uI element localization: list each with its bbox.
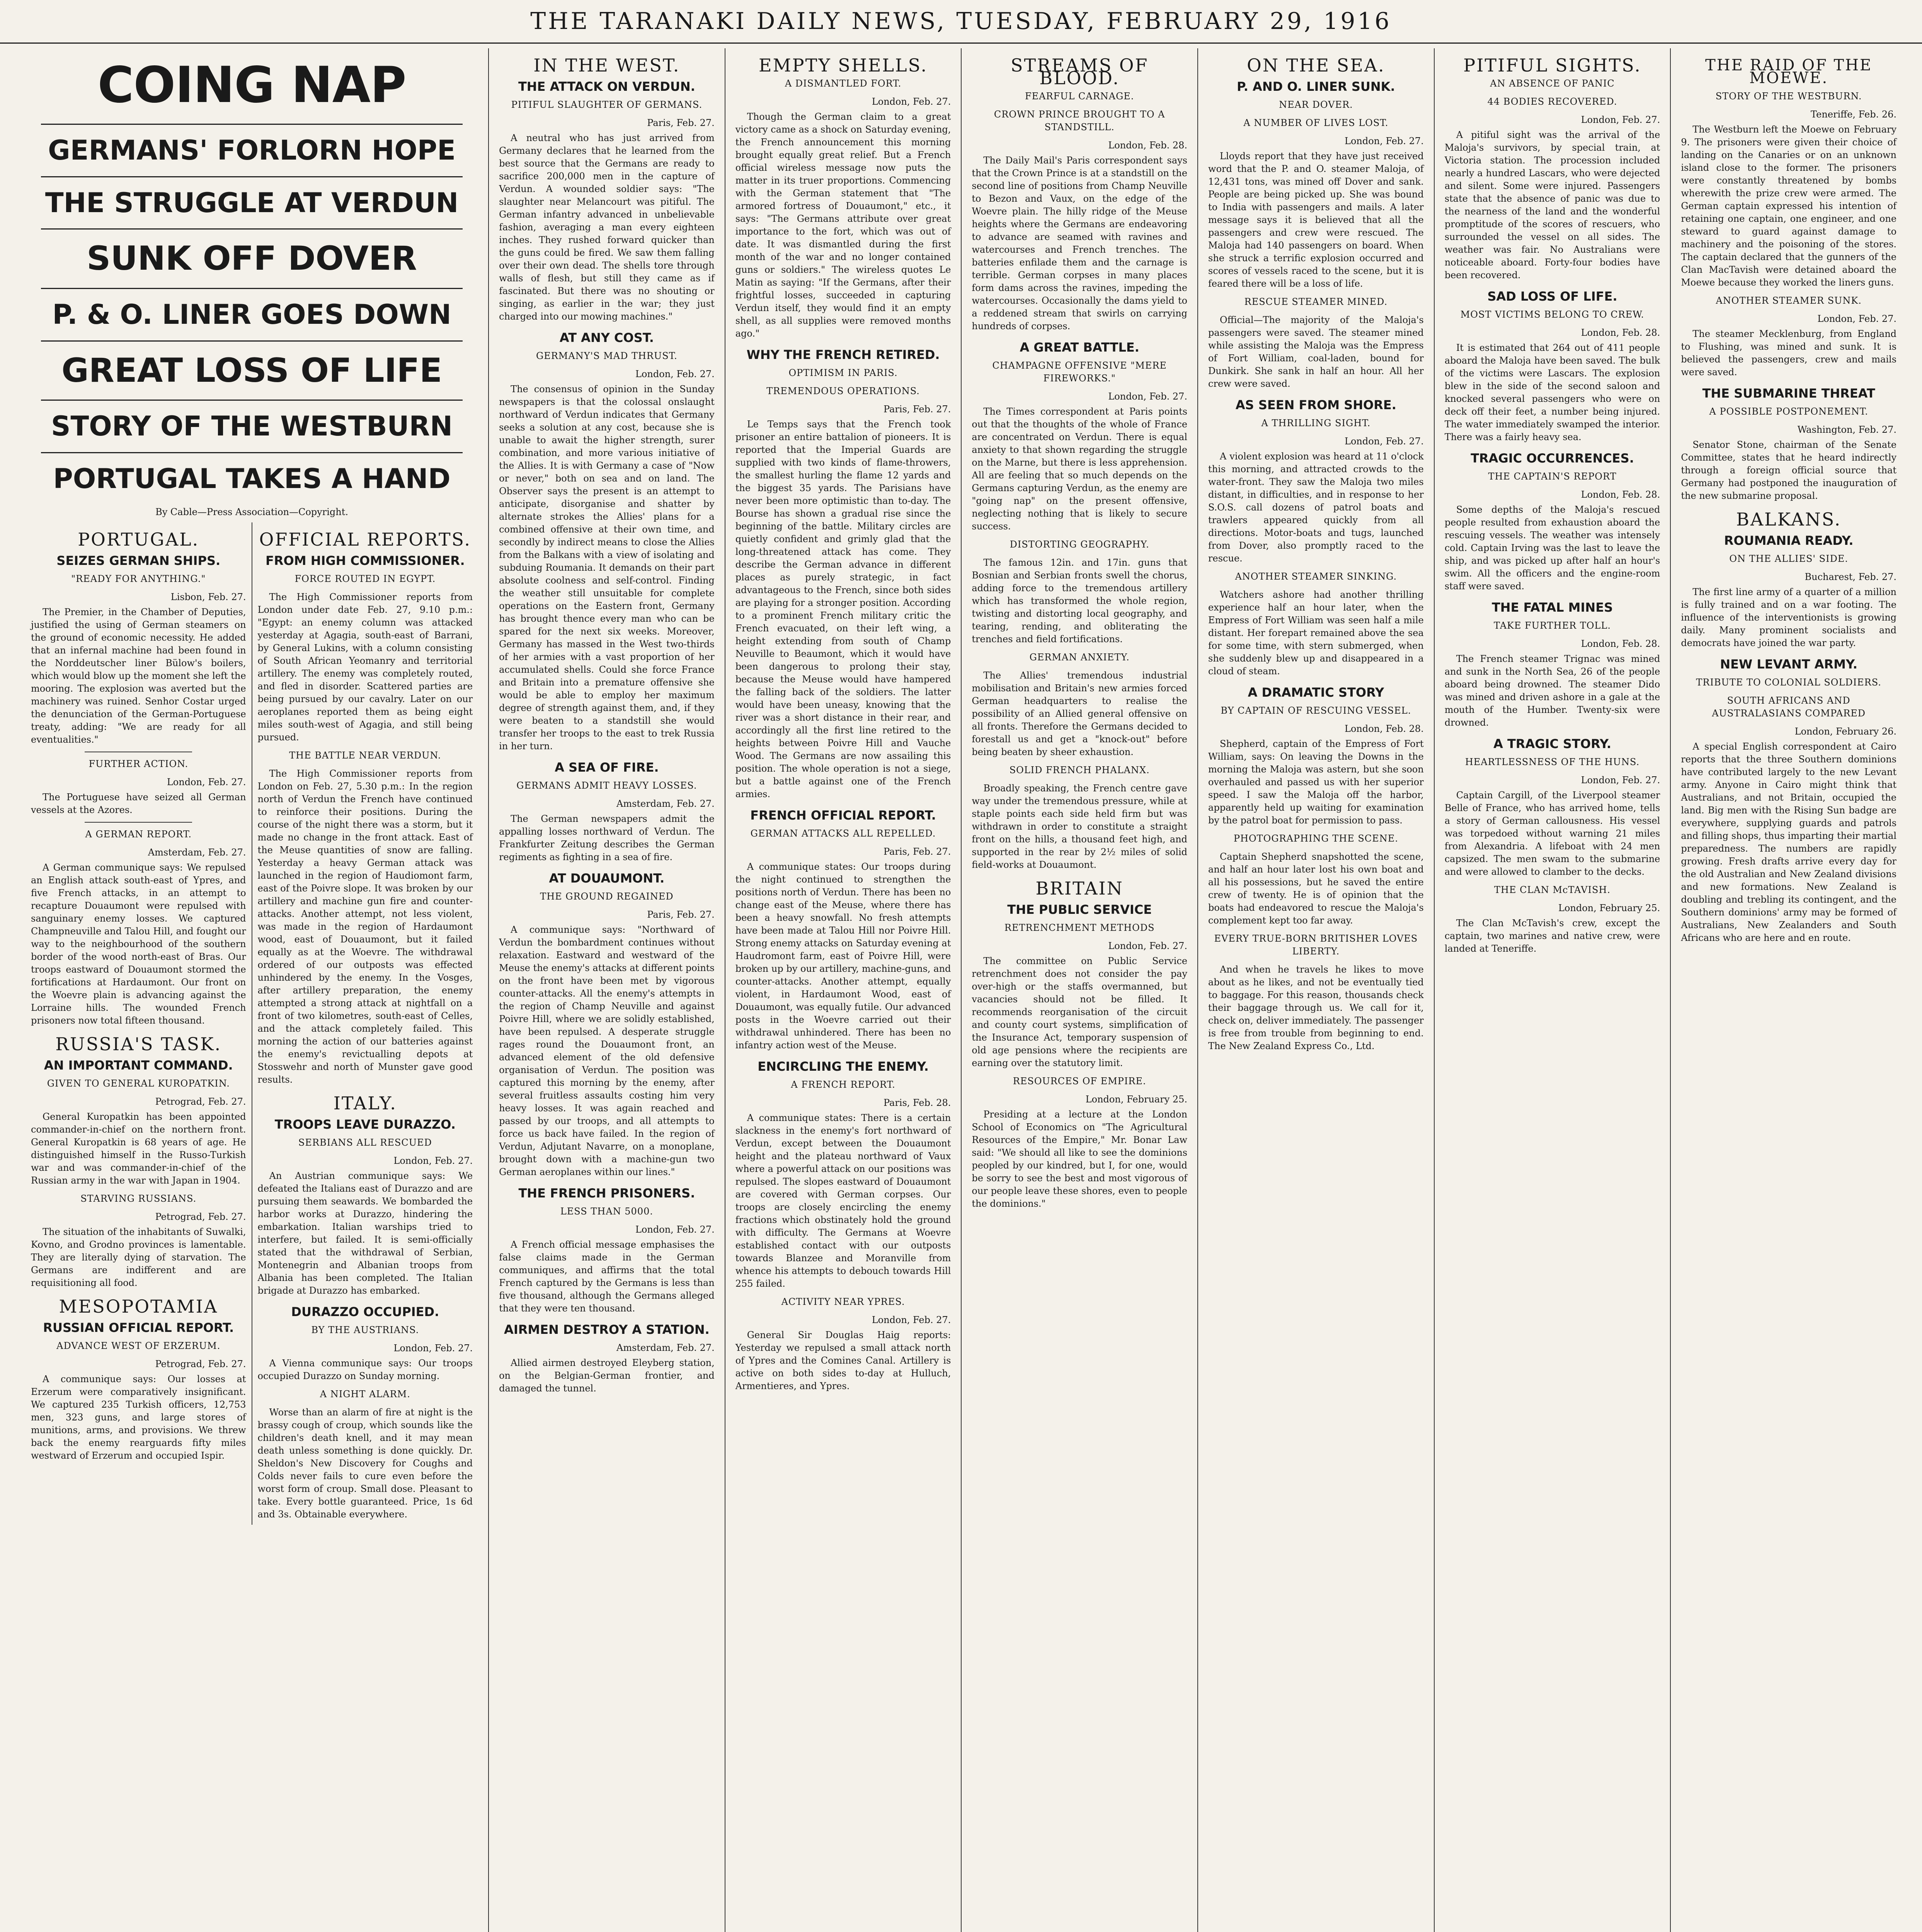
portugal-subhead: SEIZES GERMAN SHIPS. bbox=[56, 553, 221, 568]
rescue-text: Official—The majority of the Maloja's passengers were saved. The steamer mined while assisting the Maloja was the Empress of Fort William, coal-laden, bound for Dunkirk. She sank in half an hour. All her crew were saved. bbox=[1208, 315, 1424, 389]
official-deck: FORCE ROUTED IN EGYPT. bbox=[295, 573, 436, 585]
retired-text: Le Temps says that the French took prisoner an entire battalion of pioneers. It is reported that the Imperial Guards are supplied with two kinds of flame-throwers, the smallest hurling the flame 12 yards and the biggest 35 yards. The Parisians have never been more optimistic than to-day. The Bourse has shown a gradual rise since the beginning of the battle. Military circles are quietly confident and grimly glad that the long-threatened attack has come. They describe the German advance in different places as purely strategic, in fact advantageous to the French, since both sides are playing for a stronger position. According to a prominent French military critic the French evacuated, on their left wing, a height extending from south of Champ Neuville to Beaumont, which it would have been dangerous to prolong their stay, because the Meuse would have hampered the falling back of the soldiers. The latter would have been uneasy, knowing that the river was a short distance in their rear, and accordingly all the first line retired to the heights between Poivre Hill and Vauche Wood. The Germans are now assailing this position. The whole operation is not a siege, but a battle against one of the French armies. bbox=[735, 419, 951, 799]
tragic-subhead: TRAGIC OCCURRENCES. bbox=[1471, 451, 1634, 466]
encircling-deck: A FRENCH REPORT. bbox=[791, 1079, 895, 1090]
loss-deck: MOST VICTIMS BELONG TO CREW. bbox=[1460, 309, 1645, 320]
french-official-text: A communique states: Our troops during the night continued to strengthen the positions north of Verdun. There has been no change east of the Meuse, where there has been a heavy snowfall. No fresh attempts have been made at Talou Hill nor Poivre Hill. Strong enemy attacks on Saturday evening at Haudromont farm, east of Poivre Hill, were broken up by our artillery, machine-guns, and counter-attacks. Another attempt, equally violent, in Hardaumont Wood, east of Douaumont, was equally futile. Our advanced posts in the Woevre carried out their withdrawal unhindered. There has been no infantry action west of the Meuse. bbox=[735, 861, 951, 1051]
levant-date: London, February 26. bbox=[1794, 726, 1897, 737]
mines-text: The French steamer Trignac was mined and sunk in the North Sea, 26 of the people aboard being drowned. The steamer Dido was mined and driven ashore in a gale at the mouth of the Humber. Twenty-six were drowned. bbox=[1444, 653, 1660, 728]
prisoners-text: A French official message emphasises the false claims made in the German communiques, and affirms that the total French captured by the Germans is less than five thousand, although the Germans alleged that they were ten thousand. bbox=[499, 1239, 715, 1314]
russia-deck: GIVEN TO GENERAL KUROPATKIN. bbox=[47, 1078, 230, 1089]
empire-text: Presiding at a lecture at the London School of Economics on "The Agricultural Resources of the Empire," Mr. Bonar Law said: "We should all like to see the dominions peopled by our kindred, but I, for one, would be sorry to see the best and most vigorous of our people leave these shores, even to people the dominions." bbox=[972, 1109, 1188, 1209]
german-report-text: A German communique says: We repulsed an English attack south-east of Ypres, and five French attacks, in an attempt to recapture Douaumont were repulsed with sanguinary enemy losses. We captured Champneuville and Talou Hill, and fought our way to the neighbourhood of the southern border of the wood north-east of Bras. Our troops eastward of Douaumont stormed the fortifications at Hardaumont. Our front on the Woevre plain is advancing against the Lorraine hills. The wounded French prisoners now total fifteen thousand. bbox=[31, 862, 246, 1026]
mines-subhead: THE FATAL MINES bbox=[1491, 600, 1613, 615]
battle-verdun-subhead: THE BATTLE NEAR VERDUN. bbox=[289, 750, 441, 761]
french-official-date: Paris, Feb. 27. bbox=[883, 846, 951, 857]
attack-verdun-date: Paris, Feb. 27. bbox=[647, 117, 715, 128]
carnage-date: London, Feb. 28. bbox=[1108, 140, 1188, 151]
tragic-date: London, Feb. 28. bbox=[1581, 489, 1660, 500]
moewe-heading: THE RAID OF THE MOEWE. bbox=[1705, 56, 1873, 87]
retired-deck-2: TREMENDOUS OPERATIONS. bbox=[766, 386, 920, 396]
starving-date: Petrograd, Feb. 27. bbox=[155, 1211, 246, 1223]
italy-date: London, Feb. 27. bbox=[393, 1155, 473, 1167]
clan-subhead: THE CLAN McTAVISH. bbox=[1494, 884, 1611, 895]
italy-text: An Austrian communique says: We defeated the Italians east of Durazzo and are pursuing them seawards. We bombarded the harbor works at Durazzo, hindering the embarkation. Italian warships tried to interfere, but failed. It is semi-officially stated that the withdrawal of Serbian, Montenegrin and Albanian troops from Albania has been completed. The Italian brigade at Durazzo has embarked. bbox=[257, 1170, 473, 1296]
story-date: London, Feb. 27. bbox=[1581, 775, 1660, 786]
mines-deck: TAKE FURTHER TOLL. bbox=[1494, 620, 1611, 631]
rule bbox=[41, 176, 463, 177]
column-pitiful-sights bbox=[1434, 48, 1670, 1932]
mesopotamia-heading: MESOPOTAMIA bbox=[59, 1296, 218, 1317]
great-battle-text: The Times correspondent at Paris points out that the thoughts of the whole of France are concentrated on Verdun. There is equal anxiety to that shown regarding the struggle on the Marne, but there is less apprehension. All are feeling that so much depends on the Germans capturing Verdun, as the enemy are "going nap" on the present offensive, neglecting nothing that is likely to secure success. bbox=[972, 406, 1188, 532]
any-cost-date: London, Feb. 27. bbox=[635, 369, 715, 379]
fort-subhead: A DISMANTLED FORT. bbox=[785, 78, 902, 89]
another-sunk-subhead: ANOTHER STEAMER SUNK. bbox=[1716, 295, 1862, 306]
any-cost-deck: GERMANY'S MAD THRUST. bbox=[536, 350, 678, 361]
mesopotamia-text: A communique says: Our losses at Erzerum were comparatively insignificant. We captured 235 Turkish officers, 12,753 men, 323 guns, and large stores of munitions, arms, and provisions. We threw back the enemy rearguards fifty miles westward of Erzerum and occupied Ispir. bbox=[31, 1374, 246, 1461]
german-report-date: Amsterdam, Feb. 27. bbox=[148, 847, 246, 858]
column-on-the-sea bbox=[1197, 48, 1434, 1932]
subcolumn-left bbox=[26, 522, 252, 1525]
retired-date: Paris, Feb. 27. bbox=[883, 404, 951, 415]
mines-date: London, Feb. 28. bbox=[1581, 638, 1660, 649]
durazzo-deck: BY THE AUSTRIANS. bbox=[311, 1325, 419, 1336]
rule bbox=[41, 400, 463, 401]
empire-subhead: RESOURCES OF EMPIRE. bbox=[1013, 1076, 1146, 1087]
carnage-text: The Daily Mail's Paris correspondent says that the Crown Prince is at a standstill on the second line of positions from Champ Neuville to Bezon and Vaux, on the edge of the Woevre plain. The hilly ridge of the Meuse heights where the Germans are endeavoring to advance are seamed with ravines and watercourses and French trenches. The batteries enfilade them and the carnage is terrible. German corpses in many places form dams across the ravines, impeding the watercourses. Occasionally the dams yield to a reddened stream that swirls on carrying hundreds of corpses. bbox=[972, 155, 1188, 332]
ad-heading: EVERY TRUE-BORN BRITISHER LOVES LIBERTY. bbox=[1214, 933, 1418, 957]
douaumont-text: A communique says: "Northward of Verdun the bombardment continues without relaxation. Eastward and westward of the Meuse the enemy's attacks at different points on the front have been met by vigorous counter-attacks. All the enemy's attempts in the region of Champ Neuville and against Poivre Hill, where we are solidly established, have been repulsed. A desperate struggle rages round the Douaumont front, an advanced element of the old defensive organisation of Verdun. The position was captured this morning by the enemy, after several fruitless assaults costing him very heavy losses. It was again reached and passed by our troops, and all attempts to force us back have failed. In the region of Verdun, Adjutant Navarre, on a monoplane, brought down with a machine-gun two German aeroplanes within our lines." bbox=[499, 924, 715, 1177]
great-battle-date: London, Feb. 27. bbox=[1108, 391, 1188, 402]
prisoners-date: London, Feb. 27. bbox=[635, 1224, 715, 1235]
westburn-date: Teneriffe, Feb. 26. bbox=[1811, 109, 1897, 120]
italy-deck: SERBIANS ALL RESCUED bbox=[298, 1137, 432, 1148]
clan-text: The Clan McTavish's crew, except the captain, two marines and native crew, were landed at Teneriffe. bbox=[1444, 918, 1660, 954]
carnage-subhead: FEARFUL CARNAGE. bbox=[1025, 91, 1134, 102]
clan-date: London, February 25. bbox=[1558, 903, 1660, 913]
headline-7: STORY OF THE WESTBURN bbox=[51, 410, 453, 442]
russia-date: Petrograd, Feb. 27. bbox=[155, 1096, 246, 1107]
retired-subhead: WHY THE FRENCH RETIRED. bbox=[746, 347, 940, 362]
prisoners-deck: LESS THAN 5000. bbox=[560, 1206, 653, 1217]
photo-subhead: PHOTOGRAPHING THE SCENE. bbox=[1233, 833, 1398, 844]
rule bbox=[41, 124, 463, 125]
levant-deck: TRIBUTE TO COLONIAL SOLDIERS. bbox=[1696, 677, 1881, 688]
rule bbox=[41, 228, 463, 230]
pitiful-heading: PITIFUL SIGHTS. bbox=[1463, 55, 1641, 76]
balkans-heading: BALKANS. bbox=[1736, 509, 1842, 530]
loss-date: London, Feb. 28. bbox=[1581, 327, 1660, 338]
headline-6: GREAT LOSS OF LIFE bbox=[61, 351, 442, 390]
further-text: The Portuguese have seized all German vessels at the Azores. bbox=[31, 792, 246, 816]
panic-date: London, Feb. 27. bbox=[1581, 114, 1660, 125]
encircling-text: A communique states: There is a certain slackness in the enemy's fort northward of Verdun, except between the Douaumont height and the plateau northward of Vaux where a powerful attack on our positions was repulsed. The slopes eastward of Douaumont are covered with German corpses. Our troops are closely encircling the enemy fractions which obstinately hold the ground with difficulty. The Germans at Woevre established contact with our outposts towards Blanzee and Moranville from whence his attempts to debouch towards Hill 255 failed. bbox=[735, 1112, 951, 1289]
fort-text: Though the German claim to a great victory came as a shock on Saturday evening, the French announcement this morning brought equally great relief. But a French official wireless message now puts the matter in its truer proportions. Commencing with the German statement that "The armored fortress of Douaumont," etc., it says: "The Germans attribute over great importance to the fort, which was out of date. It was dismantled during the first month of the war and no longer contained guns or soldiers." The wireless quotes Le Matin as saying: "If the Germans, after their frightful losses, succeeded in capturing Verdun itself, they would find it an empty shell, as all supplies were removed months ago." bbox=[735, 111, 951, 339]
story-deck: HEARTLESSNESS OF THE HUNS. bbox=[1465, 757, 1640, 767]
encircling-date: Paris, Feb. 28. bbox=[883, 1097, 951, 1108]
sea-of-fire-subhead: A SEA OF FIRE. bbox=[555, 760, 659, 775]
any-cost-text: The consensus of opinion in the Sunday newspapers is that the colossal onslaught northward of Verdun indicates that Germany seeks a solution at any cost, because she is unable to await the higher strength, surer combination, and more various initiative of the Allies. It is with Germany a case of "Now or never," both on sea and on land. The Observer says the present is an attempt to anticipate, disorganise and shatter by alternate strokes the Allies' plans for a combined offensive at their own time, and secondly by indirect means to close the Allies from the Balkans with a view of isolating and subduing Roumania. It demands on their part absolute coolness and self-control. Finding the weather still unsuitable for complete operations on the Eastern front, Germany has brought thence every man who can be spared for the next six weeks. Moreover, Germany has massed in the West two-thirds of her armies with a vast proportion of her accumulated shells. Could she force France and Britain into a premature offensive she would be able to employ her maximum degree of strength against them, and, if they were beaten to a standstill she would transfer her troops to the east to trek Russia in her turn. bbox=[499, 384, 715, 752]
westburn-text: The Westburn left the Moewe on February 9. The prisoners were given their choice of landing on the Canaries or on an unknown island close to the former. The prisoners were constantly threatened by bombs wherewith the prize crew were armed. The German captain expressed his intention of retaining one captain, one engineer, and one steward to guard against damage to machinery and the poisoning of the stores. The captain declared that the gunners of the Clan MacTavish were detained aboard the Moewe because they worked the liners guns. bbox=[1681, 124, 1897, 288]
carnage-deck: CROWN PRINCE BROUGHT TO A STANDSTILL. bbox=[994, 109, 1165, 133]
airmen-date: Amsterdam, Feb. 27. bbox=[616, 1342, 715, 1353]
loss-subhead: SAD LOSS OF LIFE. bbox=[1487, 289, 1617, 304]
dramatic-subhead: A DRAMATIC STORY bbox=[1248, 685, 1384, 700]
rule bbox=[41, 288, 463, 289]
sea-of-fire-text: The German newspapers admit the appalling losses northward of Verdun. The Frankfurter Zeitung describes the German regiments as fighting in a sea of fire. bbox=[499, 813, 715, 862]
shore-subhead: AS SEEN FROM SHORE. bbox=[1235, 398, 1396, 412]
great-battle-deck: CHAMPAGNE OFFENSIVE "MERE FIREWORKS." bbox=[992, 360, 1167, 384]
starving-subhead: STARVING RUSSIANS. bbox=[80, 1193, 197, 1204]
column-streams-of-blood bbox=[961, 48, 1197, 1932]
britain-date: London, Feb. 27. bbox=[1108, 940, 1188, 951]
portugal-heading: PORTUGAL. bbox=[78, 529, 199, 550]
retired-deck: OPTIMISM IN PARIS. bbox=[788, 367, 898, 378]
attack-verdun-text: A neutral who has just arrived from Germany declares that he learned from the best source that the Germans are ready to sacrifice 200,000 men in the capture of Verdun. A wounded soldier says: "The slaughter near Melancourt was pitiful. The German infantry advanced in unbelievable fashion, averaging a man every eighteen inches. They rushed forward quicker than the guns could be fired. We saw them falling over their own dead. The shells tore through walls of flesh, but still they came as if fascinated. But there was no shouting or singing, as earlier in the war; they just charged into our mowing machines." bbox=[499, 133, 715, 322]
retrenchment-deck: RETRENCHMENT METHODS bbox=[1004, 922, 1155, 933]
dramatic-deck: BY CAPTAIN OF RESCUING VESSEL. bbox=[1221, 705, 1411, 716]
another-steamer-subhead: ANOTHER STEAMER SINKING. bbox=[1235, 571, 1397, 582]
westburn-deck: STORY OF THE WESTBURN. bbox=[1715, 91, 1862, 102]
ypres-date: London, Feb. 27. bbox=[872, 1315, 951, 1325]
anxiety-subhead: GERMAN ANXIETY. bbox=[1029, 652, 1130, 663]
shore-date: London, Feb. 27. bbox=[1345, 436, 1424, 447]
portugal-deck: "READY FOR ANYTHING." bbox=[71, 573, 206, 585]
photo-text: Captain Shepherd snapshotted the scene, and half an hour later lost his own boat and all his possessions, but he saved the entire crew of twenty. He is of opinion that the boats had endeavored to rescue the Maloja's complement kept too far away. bbox=[1208, 851, 1424, 926]
liner-sunk-subhead: P. AND O. LINER SUNK. bbox=[1237, 79, 1395, 94]
levant-deck-2: SOUTH AFRICANS AND AUSTRALASIANS COMPARED bbox=[1712, 695, 1866, 719]
submarine-threat-text: Senator Stone, chairman of the Senate Committee, states that he heard indirectly through a foreign official source that Germany had postponed the inauguration of the new submarine proposal. bbox=[1681, 439, 1897, 501]
mesopotamia-subhead: RUSSIAN OFFICIAL REPORT. bbox=[43, 1320, 234, 1335]
empty-shells-heading: EMPTY SHELLS. bbox=[759, 55, 928, 76]
headline-5: P. & O. LINER GOES DOWN bbox=[52, 299, 451, 331]
streams-heading: STREAMS OF BLOOD. bbox=[1010, 55, 1149, 88]
douaumont-deck: THE GROUND REGAINED bbox=[540, 891, 674, 902]
prisoners-subhead: THE FRENCH PRISONERS. bbox=[518, 1186, 695, 1201]
roumania-date: Bucharest, Feb. 27. bbox=[1805, 571, 1897, 582]
empire-date: London, February 25. bbox=[1085, 1094, 1188, 1105]
roumania-text: The first line army of a quarter of a million is fully trained and on a war footing. The influence of the interventionists is growing daily. Many prominent socialists and democrats have joined the war party. bbox=[1681, 587, 1897, 648]
geography-text: The famous 12in. and 17in. guns that Bosnian and Serbian fronts swell the chorus, adding force to the tremendous artillery which has transformed the whole region, twisting and distorting local geography, and tearing, rending, and obliterating the trenches and field fortifications. bbox=[972, 557, 1188, 645]
headline-3: THE STRUGGLE AT VERDUN bbox=[45, 187, 459, 219]
mesopotamia-date: Petrograd, Feb. 27. bbox=[155, 1359, 246, 1370]
night-alarm-text: Worse than an alarm of fire at night is the brassy cough of croup, which sounds like the children's death knell, and it may mean death unless something is done quickly. Dr. Sheldon's New Discovery for Coughs and Colds never fails to cure even before the worst form of croup. Small dose. Pleasant to take. Every bottle guaranteed. Price, 1s 6d and 3s. Obtainable everywhere. bbox=[257, 1407, 473, 1520]
sea-of-fire-deck: GERMANS ADMIT HEAVY LOSSES. bbox=[516, 780, 697, 791]
subcolumn-right bbox=[252, 522, 478, 1525]
shore-text: A violent explosion was heard at 11 o'clock this morning, and attracted crowds to the water-front. They saw the Maloja two miles distant, in difficulties, and in response to her S.O.S. call dozens of patrol boats and trawlers appeared quickly from all directions. Motor-boats and tugs, launched from Dover, also promptly raced to the rescue. bbox=[1208, 451, 1424, 564]
durazzo-text: A Vienna communique says: Our troops occupied Durazzo on Sunday morning. bbox=[257, 1358, 473, 1382]
phalanx-text: Broadly speaking, the French centre gave way under the tremendous pressure, while at staple points each side held firm but was withdrawn in order to constitute a straight front on the hills, a thousand feet high, and supported in the rear by 2½ miles of solid field-works at Douaumont. bbox=[972, 783, 1188, 870]
liner-sunk-deck: NEAR DOVER. bbox=[1279, 99, 1353, 110]
ad-text: And when he travels he likes to move about as he likes, and not be eventually tied to baggage. For this reason, thousands check their baggage through us. We call for it, check on, deliver immediately. The passenger is free from trouble from beginning to end. The New Zealand Express Co., Ltd. bbox=[1208, 964, 1424, 1051]
headline-8: PORTUGAL TAKES A HAND bbox=[53, 463, 451, 495]
encircling-subhead: ENCIRCLING THE ENEMY. bbox=[758, 1059, 929, 1074]
levant-subhead: NEW LEVANT ARMY. bbox=[1720, 657, 1858, 672]
story-text: Captain Cargill, of the Liverpool steamer Belle of France, who has arrived home, tells a story of German callousness. His vessel was torpedoed without warning 21 miles from Alexandria. A lifeboat with 24 men capsized. The men swam to the submarine and were allowed to clamber to the decks. bbox=[1444, 790, 1660, 877]
masthead: THE TARANAKI DAILY NEWS, TUESDAY, FEBRUARY 29, 1916 bbox=[0, 0, 1922, 44]
west-heading: IN THE WEST. bbox=[533, 55, 680, 76]
french-official-deck: GERMAN ATTACKS ALL REPELLED. bbox=[750, 828, 936, 839]
portugal-text: The Premier, in the Chamber of Deputies, justified the using of German steamers on the ground of economic necessity. He added that an infernal machine had been found in the Norddeutscher liner Bülow's boilers, which would blow up the moment she left the mooring. The explosion was averted but the machinery was ruined. Senhor Costar urged the denunciation of the German-Portuguese treaty, adding: "We are ready for all eventualities." bbox=[31, 607, 246, 745]
panic-deck: AN ABSENCE OF PANIC bbox=[1490, 78, 1615, 89]
byline: By Cable—Press Association—Copyright. bbox=[155, 507, 348, 518]
ypres-subhead: ACTIVITY NEAR YPRES. bbox=[781, 1296, 905, 1307]
ypres-text: General Sir Douglas Haig reports: Yesterday we repulsed a small attack north of Ypres and the Comines Canal. Artillery is active on both sides to-day at Hulluch, Armentieres, and Ypres. bbox=[735, 1330, 951, 1391]
another-sunk-date: London, Feb. 27. bbox=[1817, 313, 1897, 324]
tragic-text: Some depths of the Maloja's rescued people resulted from exhaustion aboard the rescuing vessels. The weather was intensely cold. Captain Irving was the last to leave the ship, and was picked up after half an hour's swim. All the officers and the engine-room staff were saved. bbox=[1444, 504, 1660, 592]
loss-text: It is estimated that 264 out of 411 people aboard the Maloja have been saved. The bulk of the victims were Lascars. The explosion blew in the side of the second saloon and knocked several passengers who were on deck off their feet, a number being injured. The water immediately swamped the interior. There was a fairly heavy sea. bbox=[1444, 342, 1660, 442]
public-service-subhead: THE PUBLIC SERVICE bbox=[1007, 902, 1152, 917]
headline-1: COING NAP bbox=[97, 56, 406, 114]
front-subcolumns bbox=[26, 522, 478, 1525]
page-columns bbox=[15, 48, 1907, 1932]
rule bbox=[41, 340, 463, 342]
liner-sunk-text: Lloyds report that they have just received word that the P. and O. steamer Maloja, of 12,431 tons, was mined off Dover and sank. People are being picked up. She was bound to India with passengers and mails. A later message says it is believed that all the passengers and crew were rescued. The Maloja had 140 passengers on board. When she struck a terrific explosion occurred and scores of vessels raced to the scene, but it is feared there will be a loss of life. bbox=[1208, 151, 1424, 289]
fort-date: London, Feb. 27. bbox=[872, 96, 951, 107]
douaumont-subhead: AT DOUAUMONT. bbox=[549, 871, 665, 886]
sea-of-fire-date: Amsterdam, Feb. 27. bbox=[616, 798, 715, 809]
starving-text: The situation of the inhabitants of Suwalki, Kovno, and Grodno provinces is lamentable. They are literally dying of starvation. The Germans are indifferent and are requisitioning all food. bbox=[31, 1226, 246, 1289]
mesopotamia-deck: ADVANCE WEST OF ERZERUM. bbox=[56, 1340, 221, 1352]
geography-subhead: DISTORTING GEOGRAPHY. bbox=[1010, 539, 1149, 550]
anxiety-text: The Allies' tremendous industrial mobilisation and Britain's new armies forced German headquarters to realise the possibility of an Allied general offensive on all fronts. Therefore the Germans decided to forestall us and get a "knock-out" before being beaten by sheer exhaustion. bbox=[972, 670, 1188, 757]
dramatic-date: London, Feb. 28. bbox=[1345, 723, 1424, 734]
italy-subhead: TROOPS LEAVE DURAZZO. bbox=[274, 1117, 456, 1132]
battle-verdun-text: The High Commissioner reports from London on Feb. 27, 5.30 p.m.: In the region north of Verdun the French have continued to reinforce their positions. During the course of the night there was a storm, but it made no change in the front attack. East of the Meuse quantities of snow are falling. Yesterday a heavy German attack was launched in the region of Haudiomont farm, east of the Poivre slope. It was broken by our artillery and machine gun fire and counter-attacks. Another attempt, not less violent, was made in the region of Hardaumont wood, east of Douaumont, but it failed equally as at the Woevre. The withdrawal ordered of our outposts was effected unhindered by the enemy. In the Vosges, after artillery preparation, the enemy attempted a strong attack at nightfall on a front of two kilometres, south-east of Celles, and the attack completely failed. This morning the action of our batteries against the enemy's revictualling depots at Stosswehr and north of Munster gave good results. bbox=[257, 768, 473, 1085]
shore-deck: A THRILLING SIGHT. bbox=[1261, 418, 1371, 429]
story-subhead: A TRAGIC STORY. bbox=[1493, 736, 1611, 751]
headline-4: SUNK OFF DOVER bbox=[87, 239, 417, 278]
attack-verdun-deck: PITIFUL SLAUGHTER OF GERMANS. bbox=[511, 99, 703, 110]
dramatic-text: Shepherd, captain of the Empress of Fort William, says: On leaving the Downs in the morning the Maloja was astern, but she soon overhauled and passed us with her superior speed. I saw the Maloja off the harbor, apparently held up waiting for examination by the patrol boat for permission to pass. bbox=[1208, 738, 1424, 826]
durazzo-date: London, Feb. 27. bbox=[393, 1343, 473, 1354]
tragic-deck: THE CAPTAIN'S REPORT bbox=[1488, 471, 1617, 482]
submarine-threat-subhead: THE SUBMARINE THREAT bbox=[1702, 386, 1875, 401]
another-steamer-text: Watchers ashore had another thrilling experience half an hour later, when the Empress of Fort William was seen half a mile distant. Her forepart remained above the sea for some time, with stern submerged, when she suddenly blew up and disappeared in a cloud of steam. bbox=[1208, 589, 1424, 677]
official-heading: OFFICIAL REPORTS. bbox=[259, 529, 471, 550]
further-date: London, Feb. 27. bbox=[167, 777, 246, 788]
phalanx-subhead: SOLID FRENCH PHALANX. bbox=[1009, 765, 1150, 776]
night-alarm-subhead: A NIGHT ALARM. bbox=[320, 1389, 410, 1400]
russia-heading: RUSSIA'S TASK. bbox=[55, 1034, 222, 1055]
column-raid-of-moewe bbox=[1670, 48, 1907, 1932]
britain-text: The committee on Public Service retrenchment does not consider the pay over-high or the staffs overmanned, but vacancies should not be filled. It recommends reorganisation of the circuit and county court systems, simplification of the Insurance Act, temporary suspension of old age pensions where the recipients are earning over the statutory limit. bbox=[972, 956, 1188, 1068]
german-report-subhead: A GERMAN REPORT. bbox=[85, 829, 192, 840]
further-action-subhead: FURTHER ACTION. bbox=[89, 759, 189, 770]
russia-subhead: AN IMPORTANT COMMAND. bbox=[44, 1058, 233, 1073]
column-empty-shells bbox=[725, 48, 961, 1932]
official-subhead: FROM HIGH COMMISSIONER. bbox=[266, 553, 465, 568]
liner-sunk-deck-2: A NUMBER OF LIVES LOST. bbox=[1243, 117, 1389, 128]
portugal-date: Lisbon, Feb. 27. bbox=[170, 592, 246, 603]
french-official-subhead: FRENCH OFFICIAL REPORT. bbox=[750, 808, 936, 823]
on-the-sea-heading: ON THE SEA. bbox=[1247, 55, 1385, 76]
italy-heading: ITALY. bbox=[333, 1093, 397, 1114]
levant-text: A special English correspondent at Cairo reports that the three Southern dominions have contributed largely to the new Levant army. Anyone in Cairo might think that Australians, and not Britain, occupied the land. Big men with the Rising Sun badge are everywhere, supplying guards and patrols and filling shops, thus imparting their martial preparedness. The numbers are rapidly growing. Fresh drafts arrive every day for the old Australian and New Zealand divisions and new formations. New Zealand is doubling and trebling its contingent, and the Southern dominions' army may be formed of Australians, New Zealanders and South Africans who are here and en route. bbox=[1681, 741, 1897, 943]
another-sunk-text: The steamer Mecklenburg, from England to Flushing, was mined and sunk. It is believed the passengers, crew and mails were saved. bbox=[1681, 328, 1897, 378]
any-cost-subhead: AT ANY COST. bbox=[559, 330, 654, 345]
submarine-threat-deck: A POSSIBLE POSTPONEMENT. bbox=[1709, 406, 1868, 417]
panic-text: A pitiful sight was the arrival of the Maloja's survivors, by special train, at Victoria station. The procession included nearly a hundred Lascars, who were dejected and silent. Some were injured. Passengers state that the absence of panic was due to the nearness of the land and the wonderful promptitude of the scores of rescuers, who surrounded the vessel on all sides. The weather was fair. No Australians were noticeable aboard. Forty-four bodies have been recovered. bbox=[1444, 129, 1660, 281]
roumania-subhead: ROUMANIA READY. bbox=[1724, 533, 1854, 548]
russia-text: General Kuropatkin has been appointed commander-in-chief on the northern front. General Kuropatkin is 68 years of age. He distinguished himself in the Russo-Turkish war and was commander-in-chief of the Russian army in the war with Japan in 1904. bbox=[31, 1111, 246, 1186]
roumania-deck: ON THE ALLIES' SIDE. bbox=[1729, 553, 1848, 564]
britain-heading: BRITAIN bbox=[1035, 878, 1124, 899]
great-battle-subhead: A GREAT BATTLE. bbox=[1020, 340, 1139, 355]
attack-verdun-subhead: THE ATTACK ON VERDUN. bbox=[518, 79, 695, 94]
front-block bbox=[15, 48, 488, 1932]
rule bbox=[41, 452, 463, 453]
airmen-text: Allied airmen destroyed Eleyberg station, on the Belgian-German frontier, and damaged the tunnel. bbox=[499, 1357, 715, 1394]
douaumont-date: Paris, Feb. 27. bbox=[647, 909, 715, 920]
official-text: The High Commissioner reports from London under date Feb. 27, 9.10 p.m.: "Egypt: an enemy column was attacked yesterday at Agagia, south-east of Barrani, by General Lukins, with a column consisting of South African Yeomanry and territorial artillery. The enemy was completely routed, and fled in disorder. Scattered parties are being pursued by our cavalry. Later on our aeroplanes reported them as being eight miles south-west of Agagia, and still being pursued. bbox=[257, 592, 473, 743]
headline-2: GERMANS' FORLORN HOPE bbox=[48, 134, 456, 167]
column-in-the-west bbox=[488, 48, 725, 1932]
durazzo-subhead: DURAZZO OCCUPIED. bbox=[291, 1304, 439, 1320]
rescue-subhead: RESCUE STEAMER MINED. bbox=[1244, 296, 1388, 307]
liner-sunk-date: London, Feb. 27. bbox=[1345, 136, 1424, 146]
airmen-subhead: AIRMEN DESTROY A STATION. bbox=[504, 1322, 710, 1337]
submarine-threat-date: Washington, Feb. 27. bbox=[1797, 424, 1897, 435]
panic-deck-2: 44 BODIES RECOVERED. bbox=[1487, 96, 1617, 107]
